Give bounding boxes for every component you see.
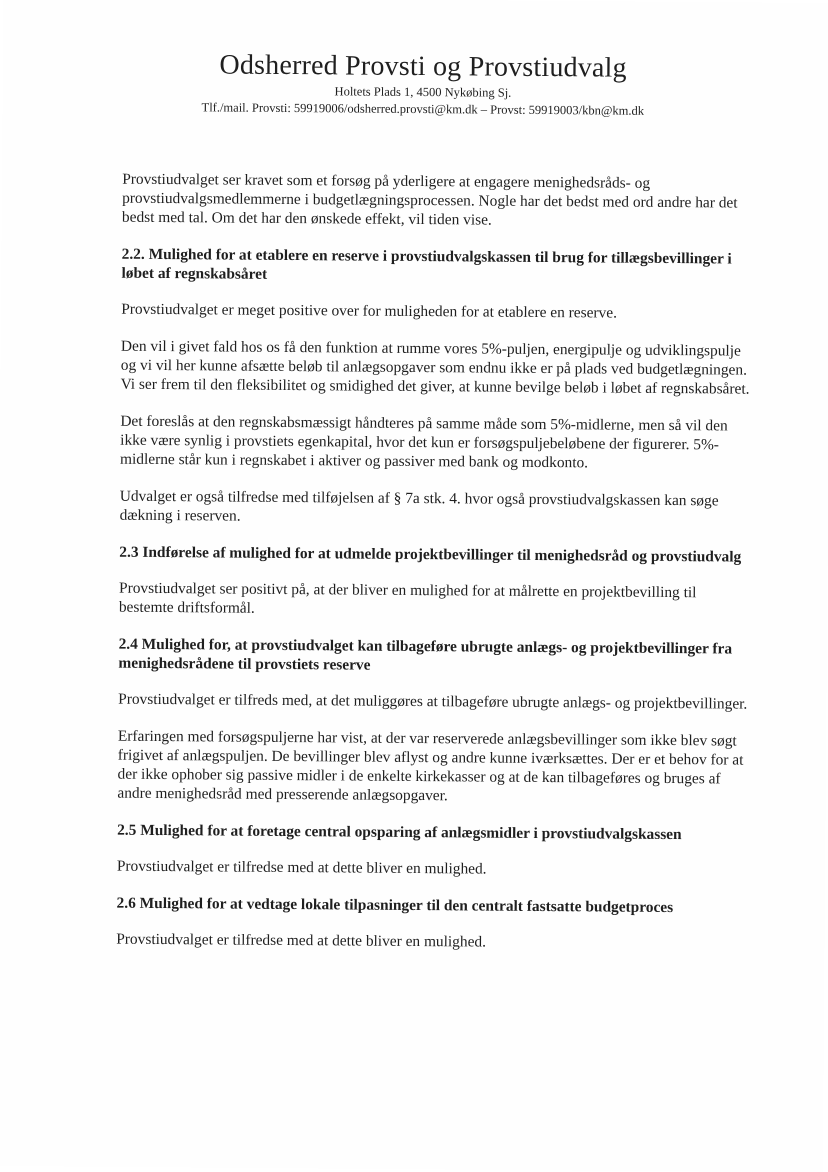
section-2-6-heading: 2.6 Mulighed for at vedtage lokale tilpasninger til den centralt fastsatte budgetproces: [116, 894, 674, 917]
letterhead: [113, 48, 734, 121]
intro-paragraph: Provstiudvalget ser kravet som et forsøg på yderligere at engagere menighedsråds- og provstiudvalgsmedlemmerne i budgetlægningsprocessen. Nogle har det bedst med ord andre har det bedst med tal. Om det har den ønskede effekt, vil tiden vise.: [121, 170, 738, 229]
section-2-2-heading: 2.2. Mulighed for at etablere en reserve i provstiudvalgskassen til brug for tillægsbevillinger i løbet af regnskabsåret: [121, 245, 732, 283]
section-2-5-heading: 2.5 Mulighed for at foretage central opsparing af anlægsmidler i provstiudvalgskassen: [117, 821, 682, 844]
letterhead-title: Odsherred Provsti og Provstiudvalg: [219, 49, 627, 84]
letterhead-contact: Tlf./mail. Provsti: 59919006/odsherred.provsti@km.dk – Provst: 59919003/kbn@km.dk: [201, 100, 645, 118]
section-2-3-heading: 2.3 Indførelse af mulighed for at udmelde projektbevillinger til menighedsråd og provstiudvalg: [119, 543, 742, 566]
section-2-3-paragraph-1: Provstiudvalget ser positivt på, at der bliver en mulighed for at målrette en projektbevilling til bestemte driftsformål.: [118, 579, 697, 617]
section-2-4-paragraph-1: Provstiudvalget er tilfreds med, at det muliggøres at tilbageføre ubrugte anlægs- og projektbevillinger.: [118, 690, 748, 713]
section-2-2-paragraph-3: Det foreslås at den regnskabsmæssigt håndteres på samme måde som 5%-midlerne, men så vil den ikke være synlig i provstiets egenkapital, hvor det kun er forsøgspuljebeløbene der figurerer. 5%-midlerne står kun i regnskabet i aktiver og passiver med bank og modkonto.: [119, 412, 728, 472]
section-2-4-heading: 2.4 Mulighed for, at provstiudvalget kan tilbageføre ubrugte anlægs- og projektbevillinger fra menighedsrådene til provstiets reserve: [118, 635, 733, 674]
section-2-2-paragraph-2: Den vil i givet fald hos os få den funktion at rumme vores 5%-puljen, energipulje og udviklingspulje og vi vil her kunne afsætte beløb til anlægsopgaver som endnu ikke er på plads ved budgetlægningen. Vi ser frem til den fleksibilitet og smidighed det giver, at kunne bevilge beløb i løbet af regnskabsåret.: [120, 337, 750, 398]
section-2-2-paragraph-4: Udvalget er også tilfredse med tilføjelsen af § 7a stk. 4. hvor også provstiudvalgskassen kan søge dækning i reserven.: [119, 487, 719, 525]
letterhead-address: Holtets Plads 1, 4500 Nykøbing Sj.: [334, 84, 512, 100]
section-2-6-paragraph-1: Provstiudvalget er tilfredse med at dette bliver en mulighed.: [116, 930, 487, 951]
section-2-2-paragraph-1: Provstiudvalget er meget positive over for muligheden for at etablere en reserve.: [121, 300, 618, 322]
document-body: [116, 170, 752, 972]
section-2-5-paragraph-1: Provstiudvalget er tilfredse med at dette bliver en mulighed.: [116, 857, 487, 878]
section-2-4-paragraph-2: Erfaringen med forsøgspuljerne har vist, at der var reserverede anlægsbevillinger som ikke blev søgt frigivet af anlægspuljen. De bevillinger blev aflyst og andre kunne iværksættes. Der er et behov for at der ikke ophober sig passive midler i de enkelte kirkekasser og at de kan tilbageføres og bruges af andre menighedsråd med presserende anlægsopgaver.: [117, 727, 744, 805]
